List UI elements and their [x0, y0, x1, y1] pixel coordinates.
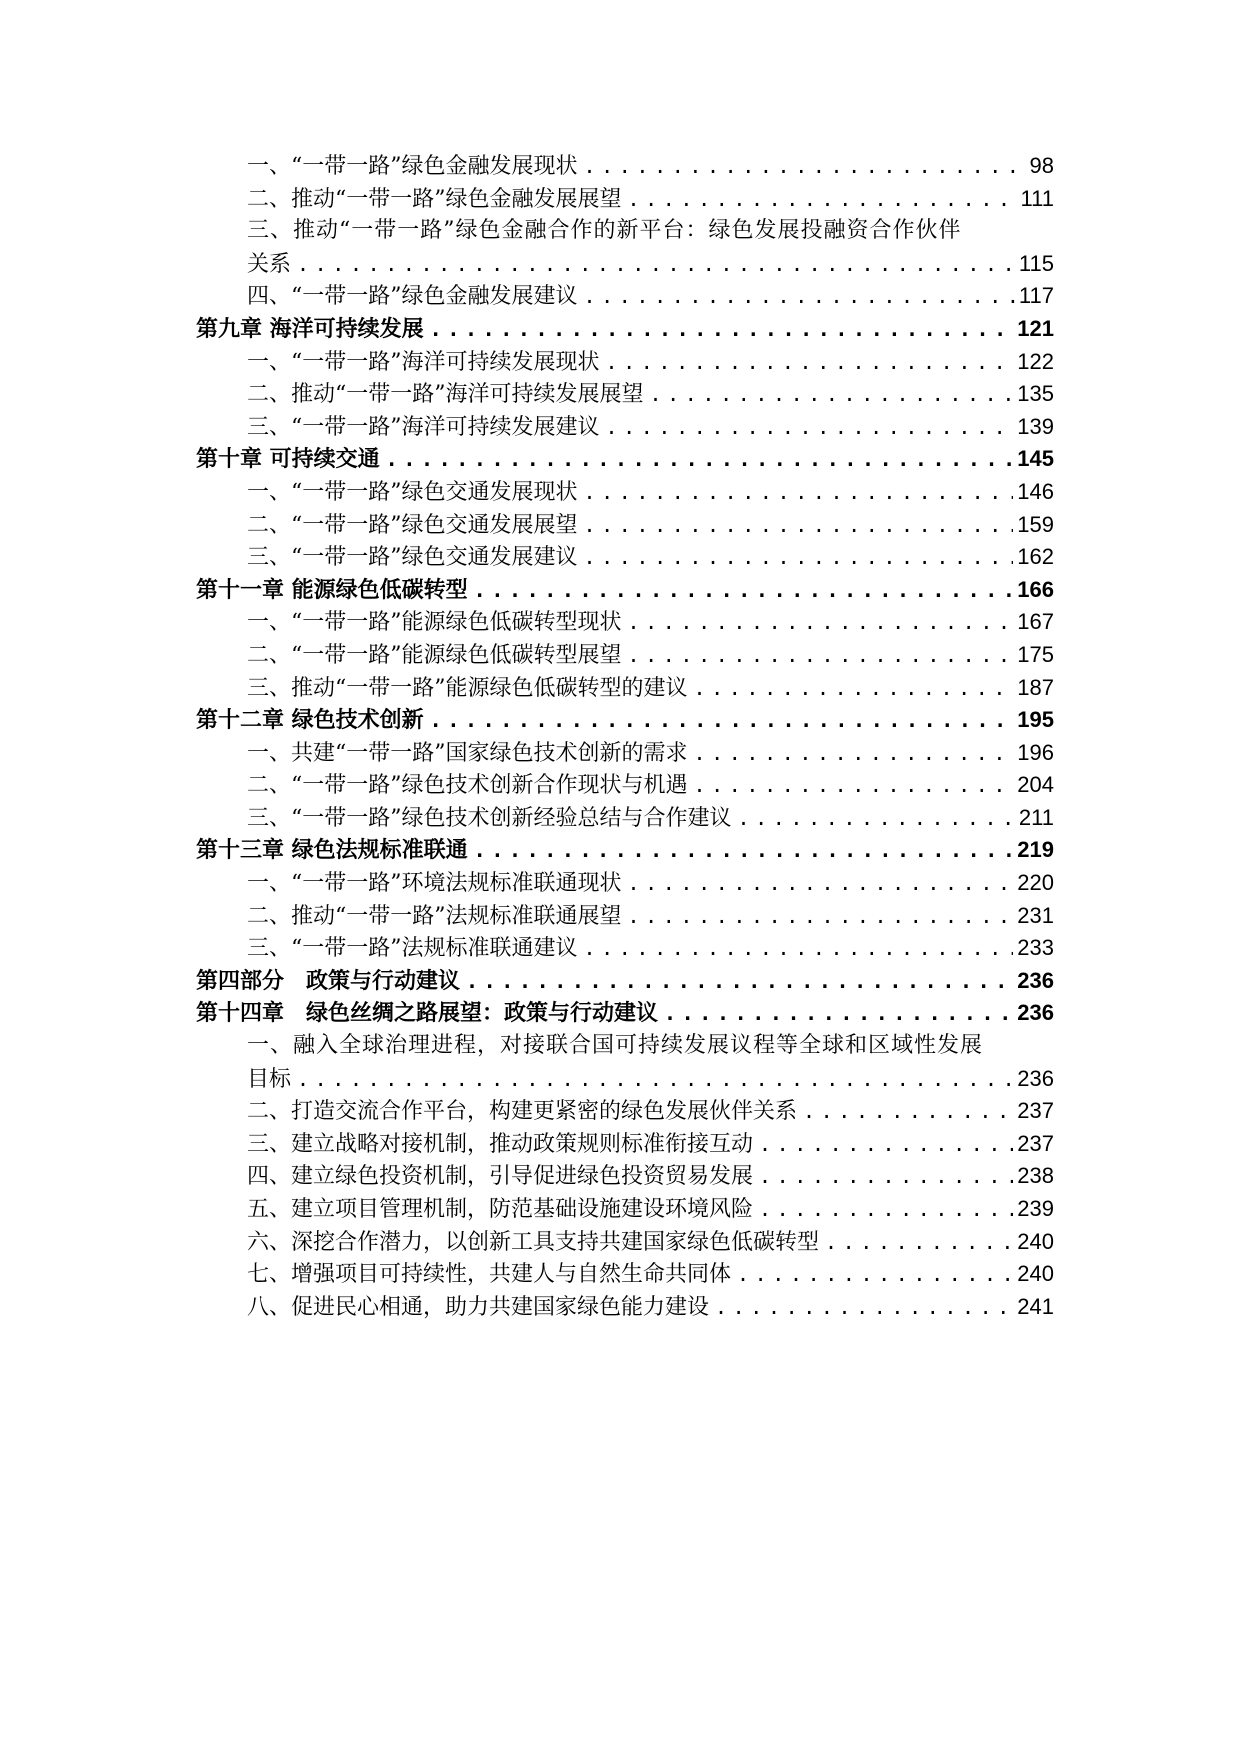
toc-entry-title: 三、建立战略对接机制，推动政策规则标准衔接互动: [247, 1131, 754, 1157]
dot-leader: [694, 737, 1014, 770]
toc-entry-title: 八、促进民心相通，助力共建国家绿色能力建设: [247, 1294, 710, 1320]
dot-leader: [430, 313, 1014, 346]
toc-entry-title: 一、“一带一路”环境法规标准联通现状: [247, 871, 622, 897]
toc-entry[interactable]: [196, 867, 1054, 900]
dot-leader: [628, 639, 1014, 672]
toc-entry[interactable]: [196, 476, 1054, 509]
toc-entry[interactable]: [196, 1063, 1054, 1096]
toc-entry[interactable]: [196, 1291, 1054, 1324]
toc-entry-title: 一、“一带一路”海洋可持续发展现状: [247, 349, 600, 375]
dot-leader: [737, 1258, 1013, 1291]
dot-leader: [297, 1063, 1013, 1096]
toc-page-number: 220: [1017, 870, 1054, 896]
toc-entry-title: 二、“一带一路”绿色交通发展展望: [247, 512, 578, 538]
toc-page-number: 196: [1017, 739, 1054, 765]
dot-leader: [664, 997, 1013, 1030]
toc-entry[interactable]: [196, 280, 1054, 313]
dot-leader: [628, 900, 1014, 933]
dot-leader: [584, 280, 1015, 313]
dot-leader: [694, 672, 1014, 705]
toc-entry-title: 六、深挖合作潜力，以创新工具支持共建国家绿色低碳转型: [247, 1229, 820, 1255]
toc-entry[interactable]: [196, 378, 1054, 411]
toc-page-number: 240: [1017, 1228, 1054, 1254]
dot-leader: [466, 965, 1013, 998]
toc-page-number: 98: [1029, 153, 1054, 178]
toc-page-number: 237: [1017, 1130, 1054, 1156]
dot-leader: [759, 1128, 1013, 1161]
toc-page-number: 239: [1017, 1196, 1054, 1221]
toc-entry-title: 二、打造交流合作平台，构建更紧密的绿色发展伙伴关系: [247, 1099, 798, 1125]
toc-chapter-title: 第九章 海洋可持续发展: [196, 316, 424, 342]
toc-entry-title: 三、“一带一路”法规标准联通建议: [247, 936, 578, 962]
dot-leader: [628, 183, 1017, 216]
toc-page-number: 121: [1017, 315, 1054, 341]
toc-entry[interactable]: [196, 900, 1054, 933]
toc-chapter-entry[interactable]: [196, 313, 1054, 346]
toc-entry-title: 一、融入全球治理进程，对接联合国可持续发展议程等全球和区域性发展: [247, 1033, 984, 1059]
dot-leader: [694, 769, 1014, 802]
toc-entry-title: 二、推动“一带一路”海洋可持续发展展望: [247, 382, 644, 408]
toc-page-number: 236: [1017, 1000, 1054, 1026]
toc-page-number: 238: [1017, 1163, 1054, 1189]
dot-leader: [715, 1291, 1013, 1324]
toc-chapter-title: 第十三章 绿色法规标准联通: [196, 838, 468, 864]
toc-entry[interactable]: [196, 1160, 1054, 1193]
dot-leader: [628, 606, 1014, 639]
toc-entry-title: 四、建立绿色投资机制，引导促进绿色投资贸易发展: [247, 1164, 754, 1190]
toc-page-number: 117: [1018, 283, 1054, 309]
toc-entry[interactable]: [196, 1095, 1054, 1128]
toc-page-number: 122: [1017, 348, 1054, 374]
toc-entry-title: 二、“一带一路”绿色技术创新合作现状与机遇: [247, 773, 688, 799]
dot-leader: [386, 443, 1014, 476]
toc-chapter-title: 第四部分 政策与行动建议: [196, 968, 461, 994]
dot-leader: [584, 150, 1026, 183]
toc-page-number: 146: [1017, 478, 1054, 504]
toc-entry-title-line: [196, 1030, 1054, 1063]
toc-entry[interactable]: [196, 672, 1054, 705]
toc-entry[interactable]: [196, 150, 1054, 183]
toc-page-number: 236: [1017, 1065, 1054, 1091]
toc-entry-title-continuation: 目标: [247, 1066, 292, 1092]
toc-entry-title: 三、“一带一路”绿色交通发展建议: [247, 545, 578, 571]
toc-chapter-entry[interactable]: [196, 443, 1054, 476]
toc-entry-title: 三、推动“一带一路”能源绿色低碳转型的建议: [247, 675, 688, 701]
toc-page-number: 219: [1017, 837, 1054, 863]
dot-leader: [628, 867, 1014, 900]
toc-entry-title-continuation: 关系: [247, 251, 292, 277]
dot-leader: [803, 1095, 1013, 1128]
toc-page-number: 139: [1017, 413, 1054, 439]
toc-chapter-title: 第十四章 绿色丝绸之路展望：政策与行动建议: [196, 1001, 659, 1027]
toc-entry-title: 一、“一带一路”绿色金融发展现状: [247, 154, 578, 179]
toc-chapter-title: 第十一章 能源绿色低碳转型: [196, 577, 468, 603]
table-of-contents: [196, 150, 1054, 1323]
toc-entry[interactable]: [196, 639, 1054, 672]
toc-page-number: 187: [1017, 674, 1054, 700]
toc-entry[interactable]: [196, 509, 1054, 542]
toc-chapter-entry[interactable]: [196, 965, 1054, 998]
toc-page-number: 237: [1017, 1098, 1054, 1124]
dot-leader: [738, 802, 1015, 835]
toc-page-number: 167: [1017, 609, 1054, 635]
toc-entry-title: 一、“一带一路”能源绿色低碳转型现状: [247, 610, 622, 636]
dot-leader: [606, 346, 1014, 379]
dot-leader: [584, 476, 1014, 509]
toc-chapter-title: 第十二章 绿色技术创新: [196, 708, 424, 734]
toc-entry-title: 三、推动“一带一路”绿色金融合作的新平台：绿色发展投融资合作伙伴: [247, 218, 962, 244]
toc-entry[interactable]: [196, 411, 1054, 444]
toc-entry[interactable]: [196, 769, 1054, 802]
toc-page-number: 135: [1017, 381, 1054, 407]
toc-entry-title: 二、推动“一带一路”法规标准联通展望: [247, 903, 622, 929]
toc-entry-title: 一、共建“一带一路”国家绿色技术创新的需求: [247, 740, 688, 766]
toc-entry-title-line: [196, 215, 1054, 248]
toc-entry[interactable]: [196, 541, 1054, 574]
toc-chapter-entry[interactable]: [196, 834, 1054, 867]
dot-leader: [825, 1226, 1013, 1259]
toc-page-number: 111: [1020, 185, 1054, 211]
toc-page-number: 195: [1017, 707, 1054, 733]
dot-leader: [584, 509, 1014, 542]
dot-leader: [584, 541, 1014, 574]
dot-leader: [474, 574, 1014, 607]
dot-leader: [584, 932, 1014, 965]
toc-entry[interactable]: [196, 1258, 1054, 1291]
toc-chapter-title: 第十章 可持续交通: [196, 447, 380, 473]
toc-page-number: 233: [1017, 935, 1054, 961]
toc-entry[interactable]: [196, 248, 1054, 281]
toc-page-number: 231: [1017, 902, 1054, 928]
toc-chapter-entry[interactable]: [196, 704, 1054, 737]
toc-entry[interactable]: [196, 346, 1054, 379]
toc-entry-title: 三、“一带一路”海洋可持续发展建议: [247, 414, 600, 440]
toc-entry-title: 五、建立项目管理机制，防范基础设施建设环境风险: [247, 1197, 754, 1222]
toc-page-number: 166: [1017, 576, 1054, 602]
toc-page-number: 204: [1017, 772, 1054, 798]
toc-chapter-entry[interactable]: [196, 574, 1054, 607]
dot-leader: [606, 411, 1014, 444]
dot-leader: [759, 1160, 1013, 1193]
toc-page-number: 240: [1017, 1261, 1054, 1287]
toc-page-number: 236: [1017, 967, 1054, 993]
dot-leader: [297, 248, 1015, 281]
toc-chapter-entry[interactable]: [196, 997, 1054, 1030]
toc-entry-title: 三、“一带一路”绿色技术创新经验总结与合作建议: [247, 805, 732, 831]
toc-page-number: 159: [1017, 511, 1054, 537]
toc-page-number: 162: [1017, 544, 1054, 570]
toc-page-number: 145: [1017, 446, 1054, 472]
dot-leader: [430, 704, 1014, 737]
toc-entry[interactable]: [196, 737, 1054, 770]
toc-page-number: 211: [1018, 804, 1054, 830]
toc-entry-title: 一、“一带一路”绿色交通发展现状: [247, 479, 578, 505]
dot-leader: [650, 378, 1014, 411]
toc-page-number: 241: [1017, 1293, 1054, 1319]
toc-entry[interactable]: [196, 183, 1054, 216]
dot-leader: [759, 1193, 1013, 1226]
dot-leader: [474, 834, 1014, 867]
toc-entry[interactable]: [196, 1193, 1054, 1226]
toc-page-number: 115: [1018, 250, 1054, 276]
toc-entry-title: 二、“一带一路”能源绿色低碳转型展望: [247, 642, 622, 668]
toc-page-number: 175: [1017, 641, 1054, 667]
toc-entry[interactable]: [196, 1128, 1054, 1161]
toc-entry[interactable]: [196, 1226, 1054, 1259]
toc-entry[interactable]: [196, 932, 1054, 965]
toc-entry-title: 四、“一带一路”绿色金融发展建议: [247, 284, 578, 310]
toc-entry[interactable]: [196, 802, 1054, 835]
toc-entry[interactable]: [196, 606, 1054, 639]
toc-entry-title: 二、推动“一带一路”绿色金融发展展望: [247, 186, 622, 212]
toc-entry-title: 七、增强项目可持续性，共建人与自然生命共同体: [247, 1262, 732, 1288]
